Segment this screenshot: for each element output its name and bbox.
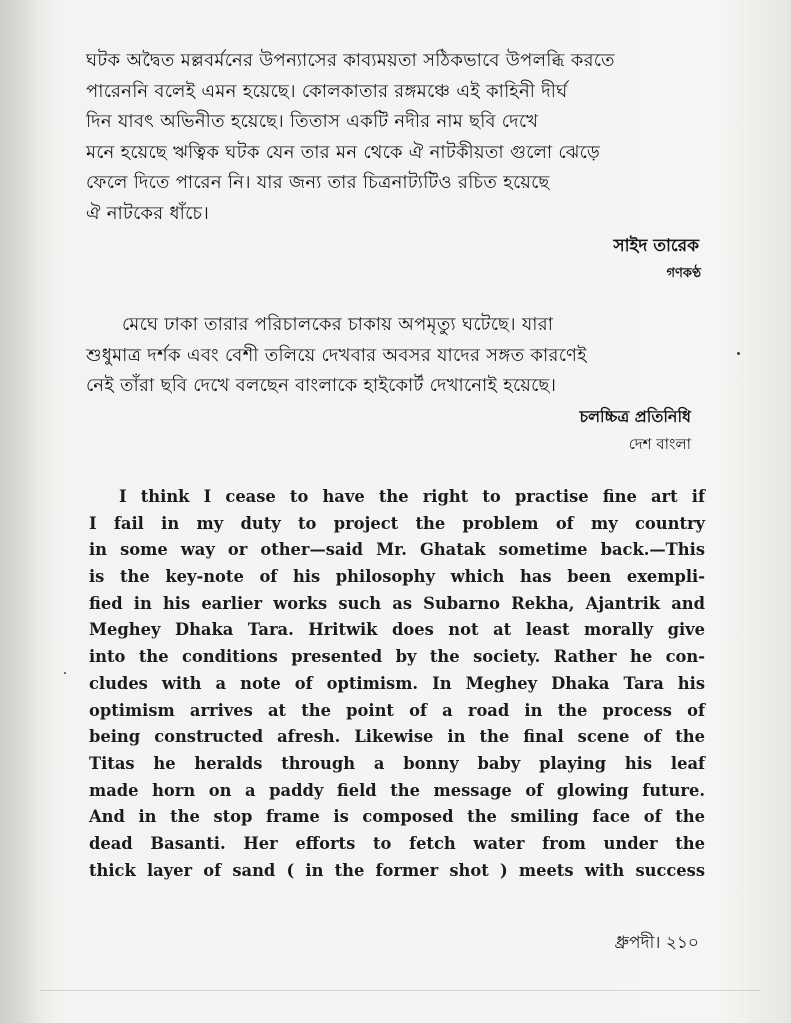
signature-1-publication: গণকণ্ঠ — [666, 266, 701, 281]
text-line: ঘটক অদ্বৈত মল্লবর্মনের উপন্যাসের কাব্যময়তা সঠিকভাবে উপলব্ধি করতে — [86, 50, 615, 71]
text-line: মেঘে ঢাকা তারার পরিচালকের চাকায় অপমৃত্যু ঘটেছে। যারা — [122, 314, 554, 335]
text-line: fied in his earlier works such as Subarno Rekha, Ajantrik and — [89, 593, 705, 613]
text-line: made horn on a paddy field the message of glowing future. — [89, 780, 705, 800]
text-line: ফেলে দিতে পারেন নি। যার জন্য তার চিত্রনাট্যটিও রচিত হয়েছে — [86, 172, 550, 193]
text-line: ঐ নাটকের ধাঁচে। — [86, 202, 210, 224]
english-paragraph — [89, 484, 705, 884]
text-line: optimism arrives at the point of a road in the process of — [89, 700, 705, 720]
text-line: dead Basanti. Her efforts to fetch water from under the — [89, 833, 705, 853]
text-line: I think I cease to have the right to practise fine art if — [119, 487, 705, 506]
signature-2-name: চলচ্চিত্র প্রতিনিধি — [579, 407, 691, 426]
text-line: নেই তাঁরা ছবি দেখে বলছেন বাংলাকে হাইকোর্ট দেখানোই হয়েছে। — [86, 375, 557, 396]
bengali-paragraph-2 — [86, 310, 706, 402]
text-line: Meghey Dhaka Tara. Hritwik does not at least morally give — [89, 620, 705, 640]
text-line: being constructed afresh. Likewise in the final scene of the — [89, 727, 705, 747]
text-line: into the conditions presented by the society. Rather he con- — [89, 647, 705, 667]
text-line: in some way or other—said Mr. Ghatak sometime back.—This — [89, 540, 705, 560]
page-number-footer: ধ্রুপদী। ২১০ — [614, 933, 699, 953]
bengali-paragraph-1 — [86, 46, 706, 229]
text-line: Titas he heralds through a bonny baby playing his leaf — [89, 753, 705, 773]
scan-speck — [737, 352, 740, 355]
signature-2-publication: দেশ বাংলা — [628, 435, 691, 453]
text-line: শুধুমাত্র দর্শক এবং বেশী তলিয়ে দেখবার অবসর যাদের সঙ্গত কারণেই — [86, 344, 587, 366]
text-line: And in the stop frame is composed the smiling face of the — [89, 807, 705, 827]
signature-1-name: সাইদ তারেক — [613, 236, 699, 256]
text-line: মনে হয়েছে ঋত্বিক ঘটক যেন তার মন থেকে ঐ নাটকীয়তা গুলো ঝেড়ে — [86, 141, 601, 163]
text-line: is the key-note of his philosophy which has been exempli- — [89, 567, 705, 587]
page-edge-shadow — [0, 0, 40, 1023]
text-line: I fail in my duty to project the problem of my country — [89, 513, 705, 533]
text-line: cludes with a note of optimism. In Meghey Dhaka Tara his — [89, 673, 705, 693]
scan-edge-line — [40, 990, 760, 991]
text-line: thick layer of sand ( in the former shot ) meets with success — [89, 860, 705, 880]
scan-speck — [64, 672, 66, 674]
text-line: দিন যাবৎ অভিনীত হয়েছে। তিতাস একটি নদীর নাম ছবি দেখে — [86, 111, 539, 132]
text-line: পারেননি বলেই এমন হয়েছে। কোলকাতার রঙ্গমঞ্চে এই কাহিনী দীর্ঘ — [86, 80, 568, 102]
